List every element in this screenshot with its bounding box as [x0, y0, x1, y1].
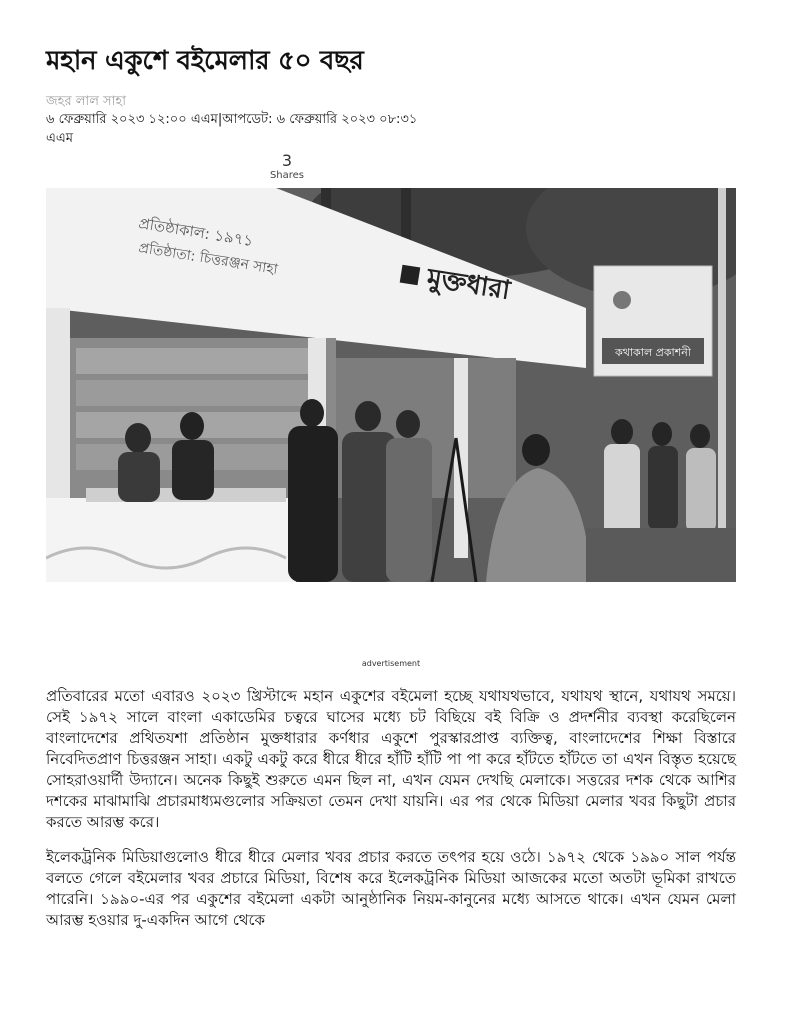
person-silhouette: [396, 410, 420, 438]
person-silhouette: [172, 440, 214, 500]
stall-post: [454, 358, 468, 558]
meta-separator: |: [217, 112, 223, 127]
share-label: Shares: [269, 170, 305, 181]
neighbor-logo-icon: [613, 291, 631, 309]
published-date: ৬ ফেব্রুয়ারি ২০২৩ ১২:০০ এএম: [46, 112, 218, 127]
article-photo: [46, 188, 736, 582]
neighbor-stall-name: কথাকাল প্রকাশনী: [615, 346, 691, 359]
person-silhouette: [355, 401, 381, 431]
person-silhouette: [386, 438, 432, 582]
person-silhouette: [180, 412, 204, 440]
advertisement-label: advertisement: [361, 659, 421, 668]
banner-line-2: প্রতিষ্ঠাতা: চিত্তরঞ্জন সাহা: [137, 240, 279, 278]
paragraph: প্রতিবারের মতো এবারও ২০২৩ খ্রিস্টাব্দে মহান একুশের বইমেলা হচ্ছে যথাযথভাবে, যথাযথ স্থানে, যথাযথ সময়ে। সেই ১৯৭২ সালে বাংলা একাডেমির চত্বরে ঘাসের মধ্যে চট বিছিয়ে বই বিক্রি ও প্রদর্শনীর ব্যবস্থা করেছিলেন বাংলাদেশের প্রথিতযশা প্রতিষ্ঠান মুক্তধারার কর্ণধার একুশে পুরস্কারপ্রাপ্ত ব্যক্তিত্ব, বাংলাদেশের শিক্ষা বিস্তারে নিবেদিতপ্রাণ চিত্তরঞ্জন সাহা। একটু একটু করে ধীরে ধীরে হাঁটি হাঁটি পা পা করে হাঁটতে হাঁটতে তা এখন বিস্তৃত হয়েছে সোহরাওয়ার্দী উদ্যানে। অনেক কিছুই শুরুতে এমন ছিল না, এখন যেমন দেখছি মেলাকে। সত্তরের দশক থেকে আশির দশকের মাঝামাঝি প্রচারমাধ্যমগুলোর সক্রিয়তা তেমন দেখা যায়নি। এর পর থেকে মিডিয়া মেলার খবর কিছুটা প্রচার করতে আরম্ভ করে।: [46, 687, 736, 831]
person-silhouette: [690, 424, 710, 448]
stall-name: মুক্তধারা: [424, 263, 513, 307]
person-silhouette: [686, 448, 716, 532]
person-silhouette: [125, 423, 151, 453]
share-counter[interactable]: [262, 152, 312, 182]
bookfair-stall-photo: [46, 188, 736, 582]
book-shelf: [76, 348, 326, 374]
book-shelf: [76, 380, 326, 406]
ground: [586, 528, 736, 582]
person-silhouette: [652, 422, 672, 446]
article-title: মহান একুশে বইমেলার ৫০ বছর: [46, 46, 364, 76]
lamp-post: [718, 188, 726, 582]
book-counter: [46, 498, 296, 582]
article-meta: [46, 110, 426, 148]
share-count: 3: [281, 151, 293, 170]
article-author[interactable]: জহর লাল সাহা: [46, 94, 126, 109]
banner-line-1: প্রতিষ্ঠাকাল: ১৯৭১: [137, 214, 255, 251]
article-body: [46, 686, 736, 945]
person-silhouette: [522, 434, 550, 466]
paragraph: ইলেকট্রনিক মিডিয়াগুলোও ধীরে ধীরে মেলার খবর প্রচার করতে তৎপর হয়ে ওঠে। ১৯৭২ থেকে ১৯৯০ সাল পর্যন্ত বলতে গেলে বইমেলার খবর প্রচারে মিডিয়া, বিশেষ করে ইলেকট্রনিক মিডিয়া আজকের মতো অতটা ভূমিকা রাখতে পারেনি। ১৯৯০-এর পর একুশের বইমেলা একটা আনুষ্ঠানিক নিয়ম-কানুনের মধ্যে আসতে থাকে। এখন যেমন মেলা আরম্ভ হওয়ার দু-একদিন আগে থেকে: [46, 848, 736, 929]
person-silhouette: [300, 399, 324, 427]
updated-date: আপডেট: ৬ ফেব্রুয়ারি ২০২৩ ০৮:৩১ এএম: [46, 112, 418, 146]
person-silhouette: [648, 446, 678, 530]
person-silhouette: [611, 419, 633, 445]
person-silhouette: [118, 452, 160, 502]
person-silhouette: [288, 426, 338, 582]
stall-logo-icon: [400, 265, 421, 286]
